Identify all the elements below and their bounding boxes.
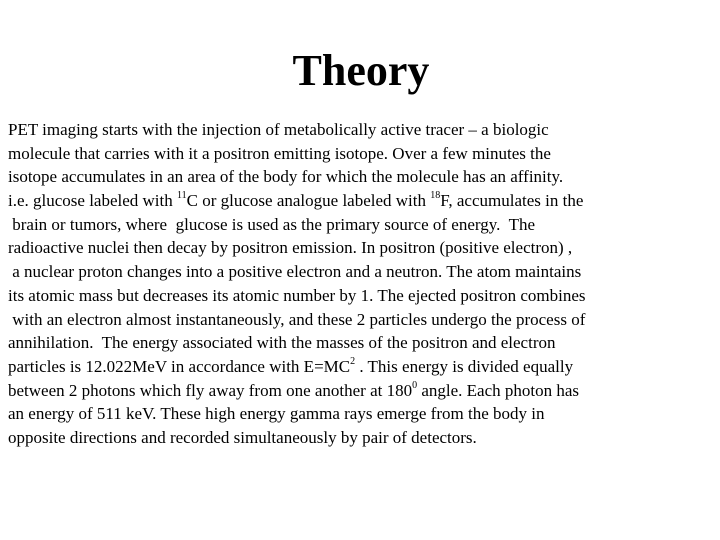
text-run: an energy of 511 keV. These high energy gamma rays emerge from the body in [8, 404, 545, 424]
superscript: 2 [350, 356, 356, 368]
body-text [8, 118, 720, 450]
text-line [8, 308, 720, 332]
text-line [8, 118, 720, 142]
text-line [8, 331, 720, 355]
text-line [8, 355, 720, 379]
text-run: F, accumulates in the [440, 191, 584, 211]
text-run: i.e. glucose labeled with [8, 191, 178, 211]
text-line [8, 260, 720, 284]
text-run: isotope accumulates in an area of the body for which the molecule has an affinity. [8, 167, 564, 187]
text-line [8, 236, 720, 260]
text-run: angle. Each photon has [417, 380, 580, 400]
text-run: PET imaging starts with the injection of metabolically active tracer – a biologic [8, 120, 549, 139]
text-run: C or glucose analogue labeled with [186, 191, 431, 211]
text-run: opposite directions and recorded simultaneously by pair of detectors. [8, 427, 477, 447]
text-line [8, 402, 720, 426]
text-line [8, 213, 720, 237]
text-run: brain or tumors, where glucose is used as the primary source of energy. The [8, 214, 536, 234]
superscript: 11 [177, 190, 187, 202]
text-run: radioactive nuclei then decay by positron emission. In positron (positive electron) , [8, 238, 573, 258]
text-run: annihilation. The energy associated with the masses of the positron and electron [8, 333, 556, 353]
superscript: 18 [430, 190, 441, 202]
slide-title: Theory [292, 46, 430, 95]
text-line [8, 189, 720, 213]
text-run: molecule that carries with it a positron emitting isotope. Over a few minutes the [8, 143, 551, 163]
text-run: a nuclear proton changes into a positive electron and a neutron. The atom maintains [8, 262, 582, 282]
text-run: particles is 12.022MeV in accordance with E=MC [8, 356, 351, 376]
text-run: between 2 photons which fly away from one another at 180 [8, 380, 413, 400]
text-line [8, 379, 720, 403]
text-line [8, 142, 720, 166]
text-line [8, 426, 720, 450]
text-line [8, 165, 720, 189]
text-run: its atomic mass but decreases its atomic number by 1. The ejected positron combines [8, 285, 586, 305]
text-run: . This energy is divided equally [355, 356, 574, 376]
text-line [8, 284, 720, 308]
superscript: 0 [412, 379, 418, 391]
text-run: with an electron almost instantaneously, and these 2 particles undergo the process of [8, 309, 586, 329]
